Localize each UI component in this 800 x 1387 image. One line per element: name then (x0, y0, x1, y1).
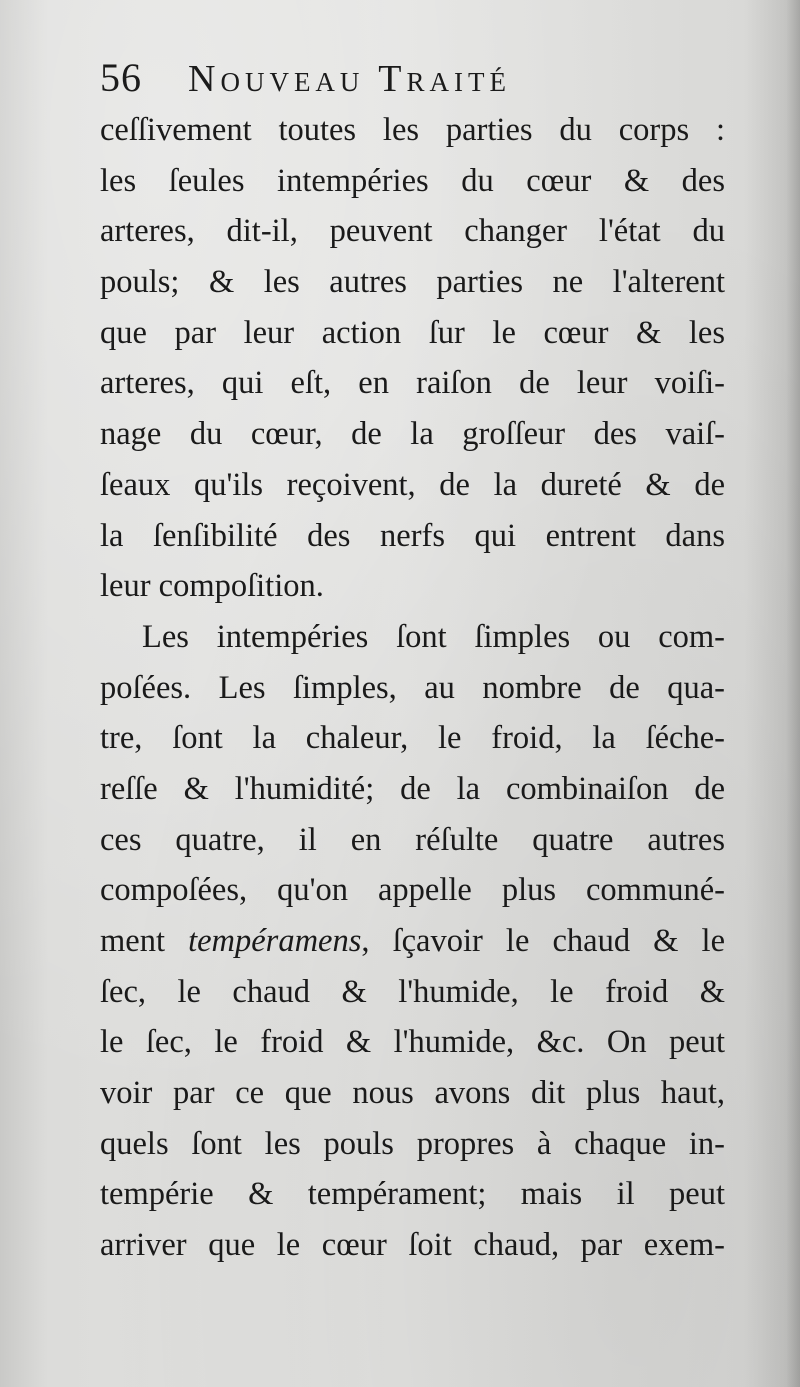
text-line: ces quatre, il en réſulte quatre autres (100, 821, 725, 858)
text-line: poſées. Les ſimples, au nombre de qua- (100, 669, 725, 706)
text-line: ſec, le chaud & l'humide, le froid & (100, 973, 725, 1010)
running-title: Nouveau Traité (188, 58, 511, 100)
text-line: arteres, dit-il, peuvent changer l'état du (100, 213, 725, 250)
body-text (100, 105, 725, 1271)
text-line: reſſe & l'humidité; de la combinaiſon de (100, 770, 725, 807)
text-line: pouls; & les autres parties ne l'alterent (100, 264, 725, 301)
text-line: arteres, qui eſt, en raiſon de leur voiſi- (100, 365, 725, 402)
text-line: ceſſivement toutes les parties du corps : (100, 112, 725, 148)
text-line: les ſeules intempéries du cœur & des (100, 162, 725, 199)
text-line: tempérie & tempérament; mais il peut (100, 1176, 725, 1213)
paragraph-1 (100, 105, 725, 612)
text-line: arriver que le cœur ſoit chaud, par exem- (100, 1227, 725, 1264)
text-line: compoſées, qu'on appelle plus communé- (100, 872, 725, 909)
text-line: nage du cœur, de la groſſeur des vaiſ- (100, 416, 725, 453)
running-head (100, 48, 725, 108)
italic-term: tempéramens (188, 923, 362, 959)
text-line: tre, ſont la chaleur, le froid, la ſéche- (100, 720, 725, 757)
page-number: 56 (100, 55, 142, 100)
text-line: voir par ce que nous avons dit plus haut, (100, 1075, 725, 1112)
page-edge-shadow (786, 0, 800, 1387)
line-segment: , ſçavoir le chaud & le (361, 923, 725, 959)
text-line: ſeaux qu'ils reçoivent, de la dureté & de (100, 466, 725, 503)
text-line: le ſec, le froid & l'humide, &c. On peut (100, 1024, 725, 1061)
text-line: leur compoſition. (100, 568, 324, 605)
text-line: la ſenſibilité des nerfs qui entrent dans (100, 517, 725, 554)
text-line: Les intempéries ſont ſimples ou com- (142, 618, 725, 655)
text-line: que par leur action ſur le cœur & les (100, 314, 725, 351)
line-segment: ment (100, 923, 189, 959)
paragraph-2 (100, 612, 725, 1271)
text-line: quels ſont les pouls propres à chaque in- (100, 1125, 725, 1162)
text-line-with-italic (100, 916, 725, 967)
